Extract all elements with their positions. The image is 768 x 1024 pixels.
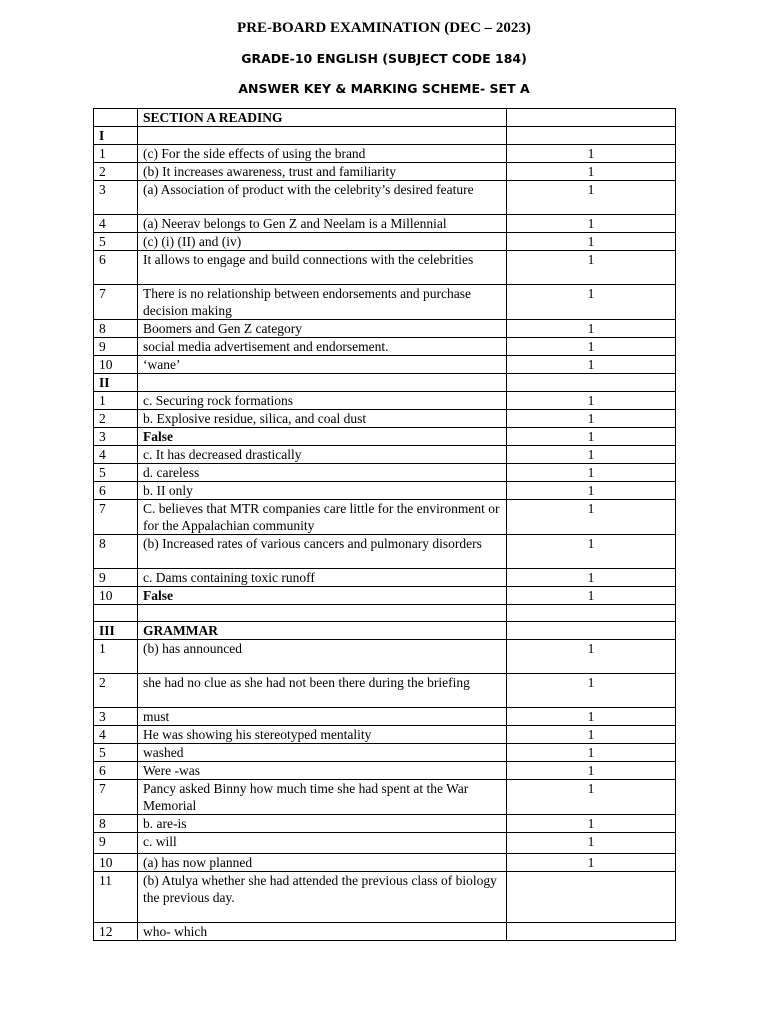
answer-cell: (c) (i) (II) and (iv) [138, 233, 507, 251]
table-row [94, 356, 676, 374]
table-row [94, 163, 676, 181]
marks-cell [507, 109, 676, 127]
table-row [94, 854, 676, 872]
question-number-cell: 8 [94, 320, 138, 338]
question-number-cell: 7 [94, 780, 138, 815]
marks-cell: 1 [507, 410, 676, 428]
question-number-cell: 7 [94, 500, 138, 535]
answer-cell: (b) has announced [138, 640, 507, 674]
answer-cell: (b) Atulya whether she had attended the previous class of biology the previous day. [138, 872, 507, 923]
marks-cell: 1 [507, 428, 676, 446]
marks-cell: 1 [507, 815, 676, 833]
answer-cell: (a) Association of product with the celebrity’s desired feature [138, 181, 507, 215]
table-row [94, 872, 676, 923]
marks-cell [507, 923, 676, 941]
question-number-cell: 1 [94, 145, 138, 163]
table-row [94, 338, 676, 356]
question-number-cell: 6 [94, 762, 138, 780]
marks-cell: 1 [507, 464, 676, 482]
answer-cell: b. are-is [138, 815, 507, 833]
marks-cell: 1 [507, 587, 676, 605]
table-row [94, 127, 676, 145]
marks-cell [507, 374, 676, 392]
question-number-cell: 2 [94, 163, 138, 181]
answer-cell: SECTION A READING [138, 109, 507, 127]
question-number-cell: 8 [94, 535, 138, 569]
marks-cell: 1 [507, 780, 676, 815]
question-number-cell: 6 [94, 482, 138, 500]
question-number-cell: 10 [94, 587, 138, 605]
answer-cell: (c) For the side effects of using the brand [138, 145, 507, 163]
answer-cell: Were -was [138, 762, 507, 780]
answer-cell: b. II only [138, 482, 507, 500]
table-row [94, 428, 676, 446]
answer-key-title: ANSWER KEY & MARKING SCHEME- SET A [238, 81, 530, 96]
question-number-cell: 2 [94, 674, 138, 708]
table-row [94, 780, 676, 815]
answer-cell: must [138, 708, 507, 726]
answer-cell: (a) Neerav belongs to Gen Z and Neelam is a Millennial [138, 215, 507, 233]
marks-cell [507, 605, 676, 622]
answer-cell: d. careless [138, 464, 507, 482]
table-row [94, 815, 676, 833]
question-number-cell: 8 [94, 815, 138, 833]
table-row [94, 251, 676, 285]
answer-cell [138, 605, 507, 622]
marks-cell: 1 [507, 233, 676, 251]
answer-cell: she had no clue as she had not been there during the briefing [138, 674, 507, 708]
question-number-cell: 6 [94, 251, 138, 285]
answer-cell [138, 127, 507, 145]
table-row [94, 109, 676, 127]
question-number-cell: 1 [94, 392, 138, 410]
question-number-cell: 3 [94, 708, 138, 726]
answer-cell: (a) has now planned [138, 854, 507, 872]
marks-cell: 1 [507, 708, 676, 726]
question-number-cell: 4 [94, 215, 138, 233]
subject-subtitle: GRADE-10 ENGLISH (SUBJECT CODE 184) [241, 51, 527, 66]
page-title: PRE-BOARD EXAMINATION (DEC – 2023) [237, 20, 531, 36]
answer-cell: Boomers and Gen Z category [138, 320, 507, 338]
question-number-cell: I [94, 127, 138, 145]
table-row [94, 622, 676, 640]
question-number-cell: 2 [94, 410, 138, 428]
marks-cell [507, 127, 676, 145]
question-number-cell: 9 [94, 338, 138, 356]
marks-cell: 1 [507, 356, 676, 374]
table-row [94, 726, 676, 744]
question-number-cell: 7 [94, 285, 138, 320]
question-number-cell: 3 [94, 428, 138, 446]
answer-cell: Pancy asked Binny how much time she had spent at the War Memorial [138, 780, 507, 815]
answer-cell: c. It has decreased drastically [138, 446, 507, 464]
table-row [94, 285, 676, 320]
marks-cell: 1 [507, 640, 676, 674]
table-row [94, 923, 676, 941]
table-row [94, 674, 676, 708]
question-number-cell [94, 109, 138, 127]
table-row [94, 569, 676, 587]
marks-cell: 1 [507, 163, 676, 181]
question-number-cell: III [94, 622, 138, 640]
table-row [94, 605, 676, 622]
answer-cell: c. Dams containing toxic runoff [138, 569, 507, 587]
answer-cell: GRAMMAR [138, 622, 507, 640]
question-number-cell: 1 [94, 640, 138, 674]
question-number-cell: 10 [94, 356, 138, 374]
answer-cell: He was showing his stereotyped mentality [138, 726, 507, 744]
question-number-cell: 9 [94, 569, 138, 587]
question-number-cell: 5 [94, 464, 138, 482]
question-number-cell: 4 [94, 726, 138, 744]
marks-cell: 1 [507, 181, 676, 215]
marks-cell: 1 [507, 320, 676, 338]
table-row [94, 410, 676, 428]
marks-cell: 1 [507, 285, 676, 320]
table-row [94, 181, 676, 215]
answer-cell: C. believes that MTR companies care little for the environment or for the Appalachian community [138, 500, 507, 535]
table-row [94, 762, 676, 780]
question-number-cell: 5 [94, 233, 138, 251]
answer-cell: ‘wane’ [138, 356, 507, 374]
question-number-cell: 5 [94, 744, 138, 762]
question-number-cell: 10 [94, 854, 138, 872]
marks-cell: 1 [507, 215, 676, 233]
question-number-cell: 3 [94, 181, 138, 215]
answer-cell: (b) It increases awareness, trust and familiarity [138, 163, 507, 181]
marks-cell [507, 622, 676, 640]
question-number-cell: 12 [94, 923, 138, 941]
marks-cell: 1 [507, 833, 676, 854]
marks-cell: 1 [507, 392, 676, 410]
table-row [94, 708, 676, 726]
marks-cell: 1 [507, 762, 676, 780]
table-row [94, 145, 676, 163]
marks-cell: 1 [507, 145, 676, 163]
marks-cell: 1 [507, 251, 676, 285]
answer-cell: b. Explosive residue, silica, and coal dust [138, 410, 507, 428]
marks-cell: 1 [507, 535, 676, 569]
answer-key-table-body [94, 109, 676, 941]
table-row [94, 833, 676, 854]
answer-cell: It allows to engage and build connections with the celebrities [138, 251, 507, 285]
table-row [94, 482, 676, 500]
answer-cell [138, 374, 507, 392]
marks-cell [507, 872, 676, 923]
answer-cell: False [138, 587, 507, 605]
answer-cell: c. will [138, 833, 507, 854]
marks-cell: 1 [507, 744, 676, 762]
question-number-cell [94, 605, 138, 622]
answer-cell: c. Securing rock formations [138, 392, 507, 410]
answer-cell: False [138, 428, 507, 446]
table-row [94, 374, 676, 392]
table-row [94, 392, 676, 410]
question-number-cell: 11 [94, 872, 138, 923]
answer-cell: who- which [138, 923, 507, 941]
table-row [94, 464, 676, 482]
answer-key-table [93, 108, 676, 941]
marks-cell: 1 [507, 482, 676, 500]
table-row [94, 744, 676, 762]
table-row [94, 500, 676, 535]
marks-cell: 1 [507, 446, 676, 464]
marks-cell: 1 [507, 500, 676, 535]
marks-cell: 1 [507, 726, 676, 744]
marks-cell: 1 [507, 338, 676, 356]
table-row [94, 640, 676, 674]
answer-cell: (b) Increased rates of various cancers and pulmonary disorders [138, 535, 507, 569]
table-row [94, 446, 676, 464]
marks-cell: 1 [507, 854, 676, 872]
marks-cell: 1 [507, 674, 676, 708]
table-row [94, 233, 676, 251]
answer-cell: washed [138, 744, 507, 762]
question-number-cell: 4 [94, 446, 138, 464]
table-row [94, 587, 676, 605]
table-row [94, 320, 676, 338]
marks-cell: 1 [507, 569, 676, 587]
table-row [94, 215, 676, 233]
answer-cell: There is no relationship between endorsements and purchase decision making [138, 285, 507, 320]
answer-cell: social media advertisement and endorsement. [138, 338, 507, 356]
question-number-cell: II [94, 374, 138, 392]
question-number-cell: 9 [94, 833, 138, 854]
table-row [94, 535, 676, 569]
